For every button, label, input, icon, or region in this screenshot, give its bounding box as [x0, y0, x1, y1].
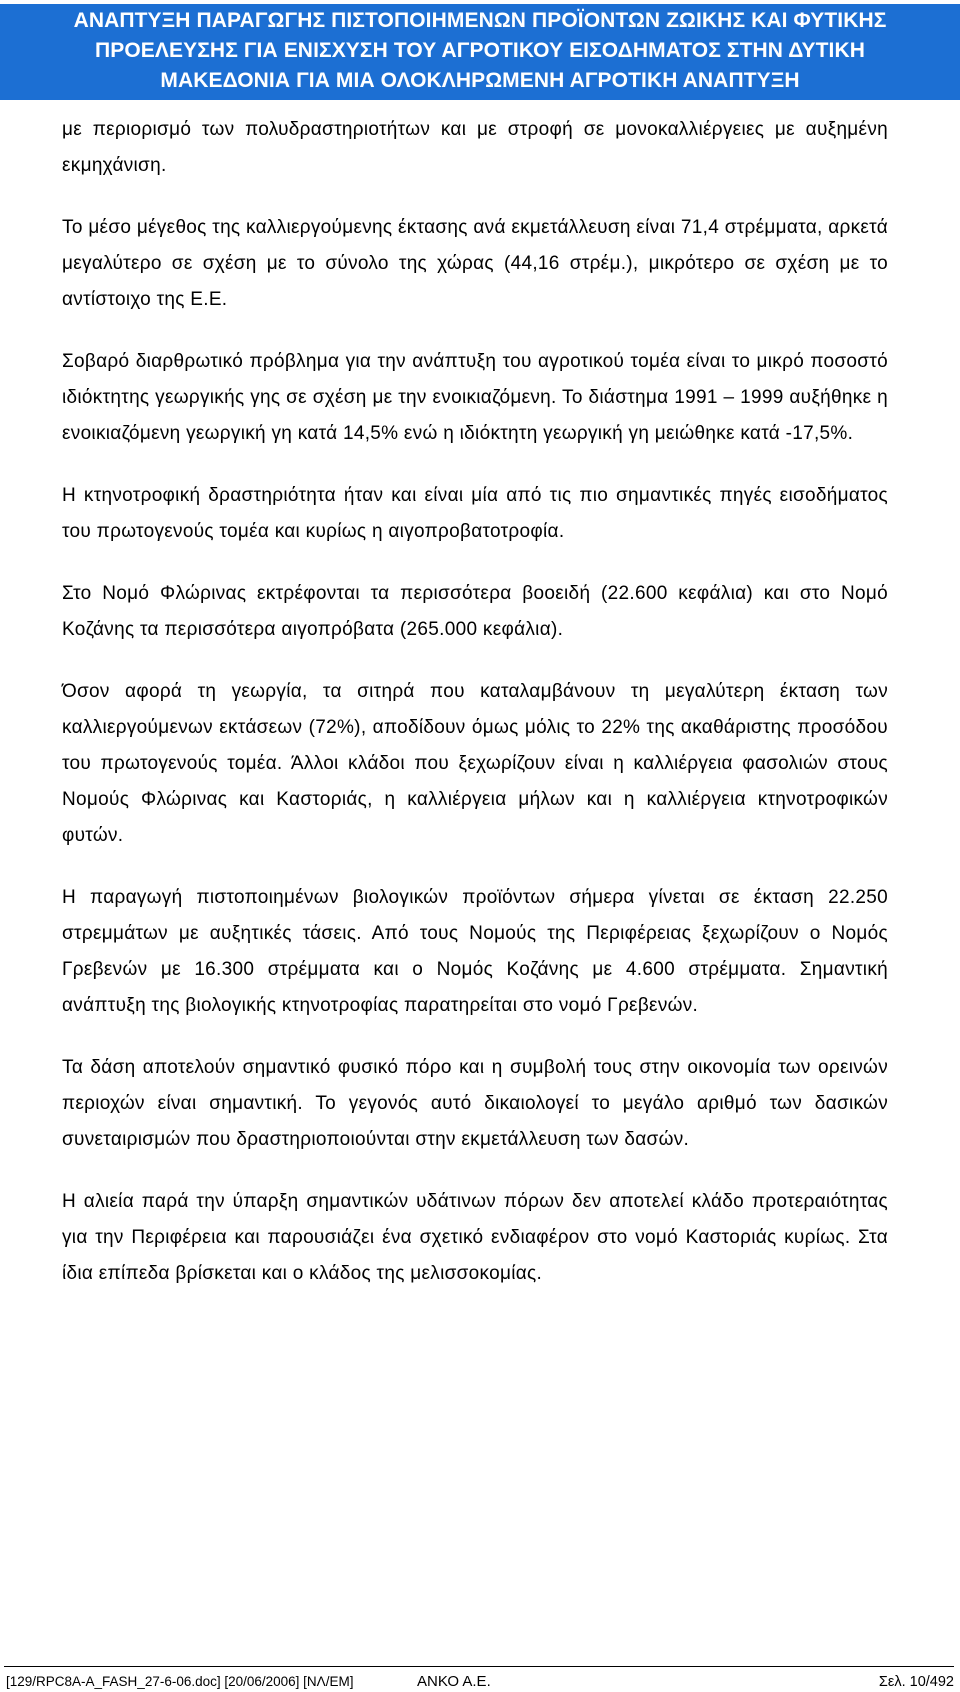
footer-file-reference: [129/RPC8A-A_FASH_27-6-06.doc] [20/06/2006] [ΝΛ/ΕΜ]	[6, 1674, 354, 1689]
paragraph-forests: Τα δάση αποτελούν σημαντικό φυσικό πόρο και η συμβολή τους στην οικονομία των ορεινών περιοχών είναι σημαντική. Το γεγονός αυτό δικαιολογεί το μεγάλο αριθμό των δασικών συνεταιρισμών που δραστηριοποιούνται στην εκμετάλλευση των δασών.	[62, 1057, 888, 1150]
paragraph-organic-production: Η παραγωγή πιστοποιημένων βιολογικών προϊόντων σήμερα γίνεται σε έκταση 22.250 στρεμμάτων με αυξητικές τάσεις. Από τους Νομούς της Περιφέρειας ξεχωρίζουν ο Νομός Γρεβενών με 16.300 στρέμματα και ο Νομός Κοζάνης με 4.600 στρέμματα. Σημαντική ανάπτυξη της βιολογικής κτηνοτροφίας παρατηρείται στο νομό Γρεβενών.	[62, 887, 888, 1016]
document-footer	[4, 1666, 954, 1689]
footer-company: ΑΝΚΟ Α.Ε.	[417, 1673, 491, 1690]
paragraph-livestock: Η κτηνοτροφική δραστηριότητα ήταν και είναι μία από τις πιο σημαντικές πηγές εισοδήματος του πρωτογενούς τομέα και κυρίως η αιγοπροβατοτροφία.	[62, 485, 888, 542]
document-body	[62, 112, 888, 1318]
footer-page-number: Σελ. 10/492	[878, 1674, 954, 1690]
paragraph-monoculture: με περιορισμό των πολυδραστηριοτήτων και με στροφή σε μονοκαλλιέργειες με αυξημένη εκμηχάνιση.	[62, 119, 888, 176]
header-title-line-2: ΠΡΟΕΛΕΥΣΗΣ ΓΙΑ ΕΝΙΣΧΥΣΗ ΤΟΥ ΑΓΡΟΤΙΚΟΥ ΕΙΣΟΔΗΜΑΤΟΣ ΣΤΗΝ ΔΥΤΙΚΗ	[95, 39, 865, 62]
paragraph-land-ownership: Σοβαρό διαρθρωτικό πρόβλημα για την ανάπτυξη του αγροτικού τομέα είναι το μικρό ποσοστό ιδιόκτητης γεωργικής γης σε σχέση με την ενοικιαζόμενη. Το διάστημα 1991 – 1999 αυξήθηκε η ενοικιαζόμενη γεωργική γη κατά 14,5% ενώ η ιδιόκτητη γεωργική γη μειώθηκε κατά -17,5%.	[62, 351, 888, 444]
header-title-line-1: ΑΝΑΠΤΥΞΗ ΠΑΡΑΓΩΓΗΣ ΠΙΣΤΟΠΟΙΗΜΕΝΩΝ ΠΡΟΪΟΝΤΩΝ ΖΩΙΚΗΣ ΚΑΙ ΦΥΤΙΚΗΣ	[73, 9, 887, 32]
paragraph-fishing: Η αλιεία παρά την ύπαρξη σημαντικών υδάτινων πόρων δεν αποτελεί κλάδο προτεραιότητας για την Περιφέρεια και παρουσιάζει ένα σχετικό ενδιαφέρον στο νομό Καστοριάς κυρίως. Στα ίδια επίπεδα βρίσκεται και ο κλάδος της μελισσοκομίας.	[62, 1191, 888, 1284]
paragraph-agriculture: Όσον αφορά τη γεωργία, τα σιτηρά που καταλαμβάνουν τη μεγαλύτερη έκταση των καλλιεργούμενων εκτάσεων (72%), αποδίδουν όμως μόλις το 22% της ακαθάριστης προσόδου του πρωτογενούς τομέα. Άλλοι κλάδοι που ξεχωρίζουν είναι η καλλιέργεια φασολιών στους Νομούς Φλώρινας και Καστοριάς, η καλλιέργεια μήλων και η καλλιέργεια κτηνοτροφικών φυτών.	[62, 681, 888, 846]
document-header	[0, 4, 960, 100]
header-title-line-3: ΜΑΚΕΔΟΝΙΑ ΓΙΑ ΜΙΑ ΟΛΟΚΛΗΡΩΜΕΝΗ ΑΓΡΟΤΙΚΗ ΑΝΑΠΤΥΞΗ	[160, 69, 800, 92]
paragraph-holding-size: Το μέσο μέγεθος της καλλιεργούμενης έκτασης ανά εκμετάλλευση είναι 71,4 στρέμματα, αρκετά μεγαλύτερο σε σχέση με το σύνολο της χώρας (44,16 στρέμ.), μικρότερο σε σχέση με το αντίστοιχο της Ε.Ε.	[62, 217, 888, 310]
paragraph-livestock-by-prefecture: Στο Νομό Φλώρινας εκτρέφονται τα περισσότερα βοοειδή (22.600 κεφάλια) και στο Νομό Κοζάνης τα περισσότερα αιγοπρόβατα (265.000 κεφάλια).	[62, 583, 888, 640]
